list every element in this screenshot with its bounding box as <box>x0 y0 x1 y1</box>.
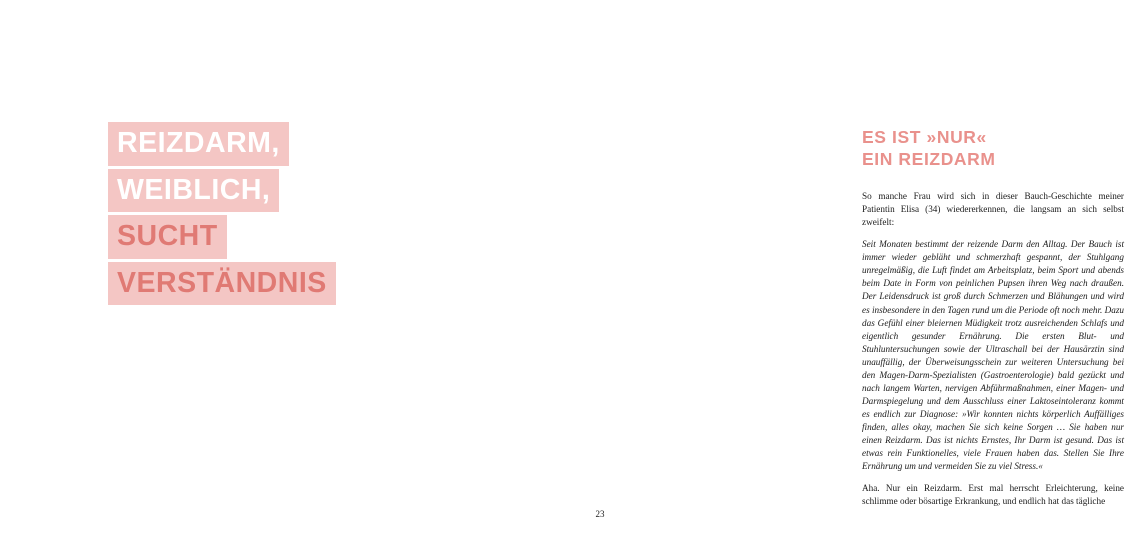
title-line-2: WEIBLICH, <box>108 169 279 213</box>
page-number <box>400 509 800 519</box>
body-text-column <box>862 190 1124 517</box>
section-heading <box>862 126 1142 171</box>
paragraph-intro: So manche Frau wird sich in dieser Bauch-Geschichte meiner Patientin Elisa (34) wiedererkennen, die langsam an sich selbst zweifelt: <box>862 191 1124 228</box>
page-number-value: 23 <box>595 509 605 519</box>
section-heading-line-1: ES IST »NUR« <box>862 127 987 147</box>
title-line-3: SUCHT <box>108 215 227 259</box>
title-line-1: REIZDARM, <box>108 122 289 166</box>
left-page <box>0 0 400 537</box>
paragraph-closing: Aha. Nur ein Reizdarm. Erst mal herrscht Erleichterung, keine schlimme oder bösartige Erkrankung, und endlich hat das tägliche <box>862 483 1124 507</box>
paragraph-case-story: Seit Monaten bestimmt der reizende Darm den Alltag. Der Bauch ist immer wieder gebläht und schmerzhaft gespannt, der Stuhlgang unregelmäßig, die Luft findet am Arbeitsplatz, beim Sport und abends beim Date in Form von peinlichen Pupsen ihren Weg nach draußen. Der Leidensdruck ist groß durch Schmerzen und Blähungen und wird es insbesondere in den Tagen rund um die Periode oft noch mehr. Dazu das Gefühl einer bleiernen Müdigkeit trotz ausreichenden Schlafs und eigentlich gesunder Ernährung. Die ersten Blut- und Stuhluntersuchungen sowie der Ultraschall bei der Hausärztin sind unauffällig, der Überweisungsschein zur weiteren Untersuchung bei den Magen-Darm-Spezialisten (Gastroenterologie) bald gezückt und nach langem Warten, nervigen Abführmaßnahmen, einer Magen- und Darmspiegelung und dem Ausschluss einer Laktoseintoleranz kommt es endlich zur Diagnose: »Wir konnten nichts körperlich Auffälliges finden, alles okay, machen Sie sich keine Sorgen … Sie haben nur einen Reizdarm. Das ist nichts Ernstes, Ihr Darm ist gesund. Das ist etwas rein Funktionelles, viele Frauen haben das. Stellen Sie Ihre Ernährung um und vermeiden Sie zu viel Stress.« <box>862 239 1124 472</box>
chapter-title-block <box>108 122 327 308</box>
title-line-4: VERSTÄNDNIS <box>108 262 336 306</box>
right-page <box>400 0 1124 537</box>
section-heading-line-2: EIN REIZDARM <box>862 149 996 170</box>
